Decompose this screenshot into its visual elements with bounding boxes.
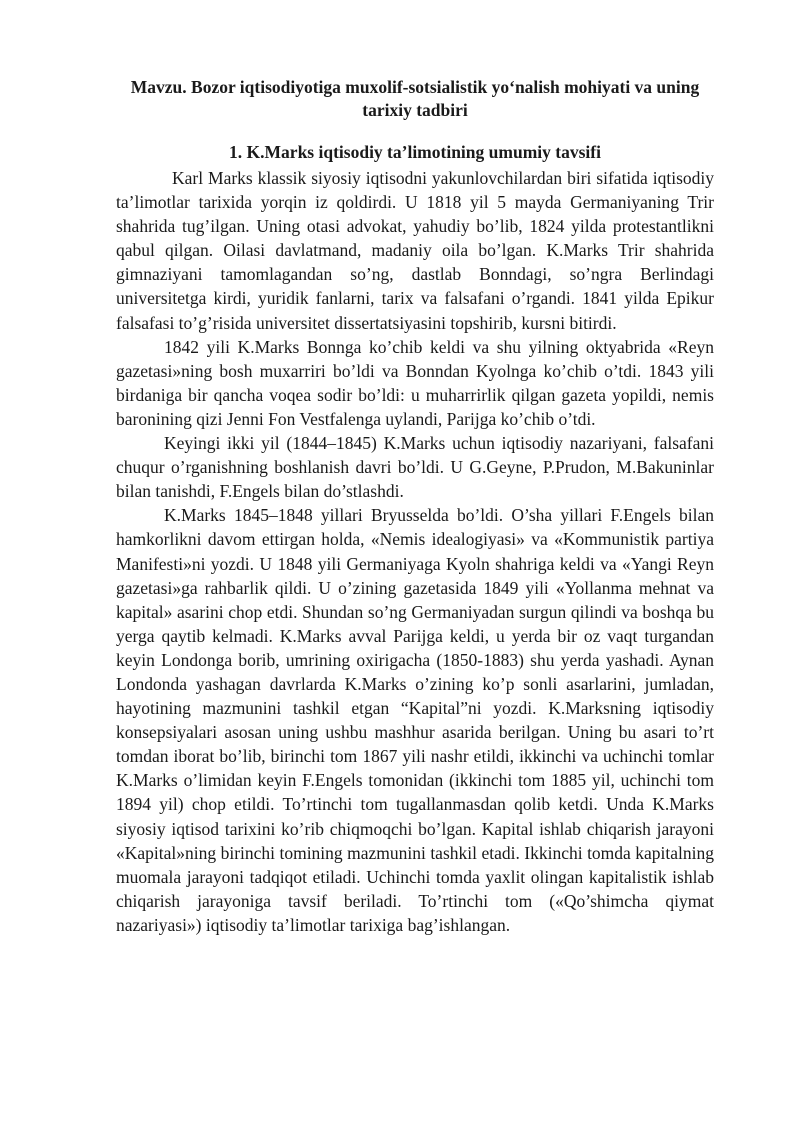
- paragraph-2: 1842 yili K.Marks Bonnga ko’chib keldi va shu yilning oktyabrida «Reyn gazetasi»ning bosh muxarriri bo’ldi va Bonndan Kyolnga ko’chib o’tdi. 1843 yili birdaniga bir qancha voqea sodir bo’ldi: u muharrirlik qilgan gazeta yopildi, nemis baronining qizi Jenni Fon Vestfalenga uylandi, Parijga ko’chib o’tdi.: [116, 336, 714, 429]
- document-title: Mavzu. Bozor iqtisodiyotiga muxolif-sotsialistik yo‘nalish mohiyati va uning tarixiy tadbiri: [130, 77, 700, 120]
- section-heading: 1. K.Marks iqtisodiy ta’limotining umumiy tavsifi: [229, 142, 601, 162]
- paragraph-4: K.Marks 1845–1848 yillari Bryusselda bo’ldi. O’sha yillari F.Engels bilan hamkorlikni davom ettirgan holda, «Nemis idealogiyasi» va «Kommunistik partiya Manifesti»ni yozdi. U 1848 yili Germaniyaga Kyoln shahriga keldi va «Yangi Reyn gazetasi»ga rahbarlik qildi. U o’zining gazetasida 1849 yili «Yollanma mehnat va kapital» asarini chop etdi. Shundan so’ng Germaniyadan surgun qilindi va boshqa bu yerga qaytib kelmadi. K.Marks avval Parijga keldi, u yerda bir oz vaqt turgandan keyin Londonga borib, umrining oxirigacha (1850-1883) shu yerda yashadi. Aynan Londonda yashagan davrlarda K.Marks o’zining ko’p sonli asarlarini, jumladan, hayotining mazmunini tashkil etgan “Kapital”ni yozdi. K.Marksning iqtisodiy konsepsiyalari asosan uning ushbu mashhur asarida berilgan. Uning bu asari to’rt tomdan iborat bo’lib, birinchi tom 1867 yili nashr etildi, ikkinchi va uchinchi tomlar K.Marks o’limidan keyin F.Engels tomonidan (ikkinchi tom 1885 yil, uchinchi tom 1894 yil) chop etildi. To’rtinchi tom tugallanmasdan qolib ketdi. Unda K.Marks siyosiy iqtisod tarixini ko’rib chiqmoqchi bo’lgan. Kapital ishlab chiqarish jarayoni «Kapital»ning birinchi tomining mazmunini tashkil etadi. Ikkinchi tomda kapitalning muomala jarayoni tadqiqot etiladi. Uchinchi tomda yaxlit olingan kapitalistik ishlab chiqarish jarayoniga tavsif beriladi. To’rtinchi tom («Qo’shimcha qiymat nazariyasi») iqtisodiy ta’limotlar tarixiga bag’ishlangan.: [116, 505, 714, 935]
- paragraph-1: Karl Marks klassik siyosiy iqtisodni yakunlovchilardan biri sifatida iqtisodiy ta’limotlar tarixida yorqin iz qoldirdi. U 1818 yil 5 mayda Germaniyaning Trir shahrida tug’ilgan. Uning otasi advokat, yahudiy bo’lib, 1824 yilda protestantlikni qabul qilgan. Oilasi davlatmand, madaniy oila bo’lgan. K.Marks Trir shahrida gimnaziyani tamomlagandan so’ng, dastlab Bonndagi, so’ngra Berlindagi universitetga kirdi, yuridik fanlarni, tarix va falsafani o’rgandi. 1841 yilda Epikur falsafasi to’g’risida universitet dissertatsiyasini topshirib, kursni bitirdi.: [116, 168, 714, 333]
- paragraph-3: Keyingi ikki yil (1844–1845) K.Marks uchun iqtisodiy nazariyani, falsafani chuqur o’rganishning boshlanish davri bo’ldi. U G.Geyne, P.Prudon, M.Bakuninlar bilan tanishdi, F.Engels bilan do’stlashdi.: [116, 433, 714, 502]
